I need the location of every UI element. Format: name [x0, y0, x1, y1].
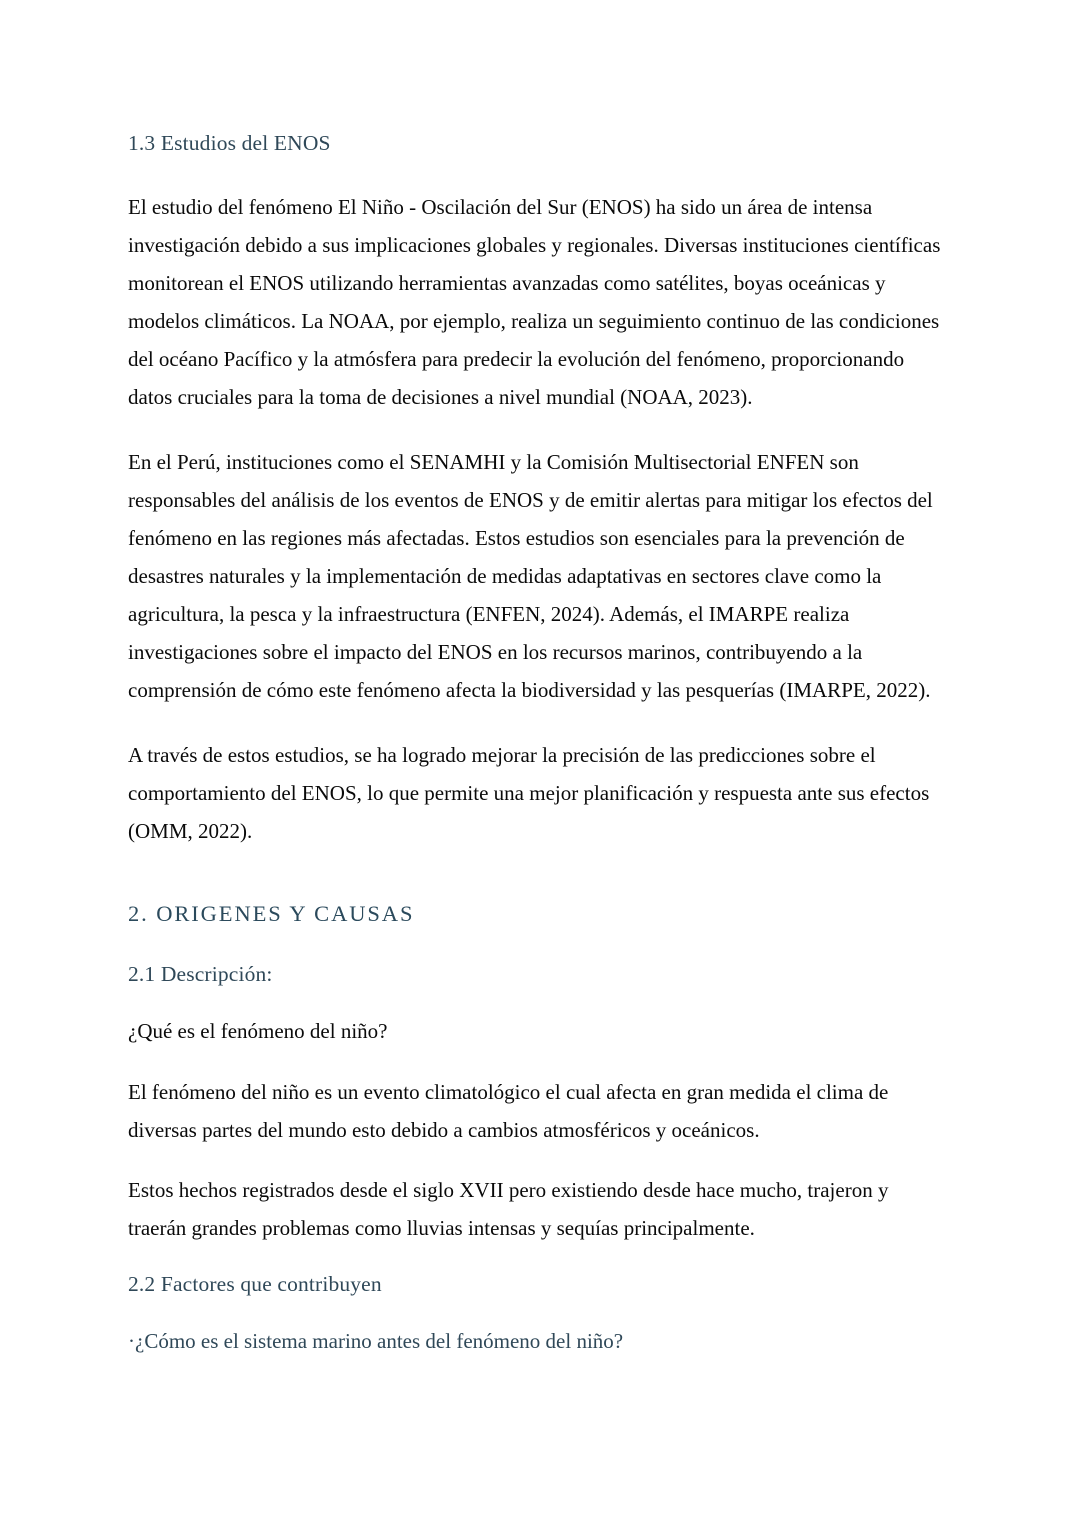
question-sistema-marino-antes: ·¿Cómo es el sistema marino antes del fenómeno del niño? [128, 1329, 624, 1353]
document-content [128, 128, 946, 1357]
question-que-es-el-fenomeno: ¿Qué es el fenómeno del niño? [128, 1019, 388, 1043]
paragraph-prediction-improvements: A través de estos estudios, se ha logrado mejorar la precisión de las predicciones sobre el comportamiento del ENOS, lo que permite una mejor planificación y respuesta ante sus efectos (OMM, 2022). [128, 743, 930, 843]
paragraph-peru-institutions: En el Perú, instituciones como el SENAMHI y la Comisión Multisectorial ENFEN son responsables del análisis de los eventos de ENOS y de emitir alertas para mitigar los efectos del fenómeno en las regiones más afectadas. Estos estudios son esenciales para la prevención de desastres naturales y la implementación de medidas adaptativas en sectores clave como la agricultura, la pesca y la infraestructura (ENFEN, 2024). Además, el IMARPE realiza investigaciones sobre el impacto del ENOS en los recursos marinos, contribuyendo a la comprensión de cómo este fenómeno afecta la biodiversidad y las pesquerías (IMARPE, 2022). [128, 450, 933, 702]
paragraph-definicion-fenomeno: El fenómeno del niño es un evento climatológico el cual afecta en gran medida el clima de diversas partes del mundo esto debido a cambios atmosféricos y oceánicos. [128, 1080, 889, 1142]
section-spacer [128, 877, 946, 899]
heading-2-2-factores-que-contribuyen: 2.2 Factores que contribuyen [128, 1272, 382, 1296]
heading-2-origenes-y-causas: 2. ORIGENES Y CAUSAS [128, 901, 415, 926]
heading-1-3-estudios-del-enos: 1.3 Estudios del ENOS [128, 131, 331, 155]
paragraph-enos-study-overview: El estudio del fenómeno El Niño - Oscilación del Sur (ENOS) ha sido un área de intensa investigación debido a sus implicaciones globales y regionales. Diversas instituciones científicas monitorean el ENOS utilizando herramientas avanzadas como satélites, boyas oceánicas y modelos climáticos. La NOAA, por ejemplo, realiza un seguimiento continuo de las condiciones del océano Pacífico y la atmósfera para predecir la evolución del fenómeno, proporcionando datos cruciales para la toma de decisiones a nivel mundial (NOAA, 2023). [128, 195, 941, 409]
paragraph-hechos-siglo-xvii: Estos hechos registrados desde el siglo XVII pero existiendo desde hace mucho, trajeron y traerán grandes problemas como lluvias intensas y sequías principalmente. [128, 1178, 889, 1240]
heading-2-1-descripcion: 2.1 Descripción: [128, 962, 273, 986]
